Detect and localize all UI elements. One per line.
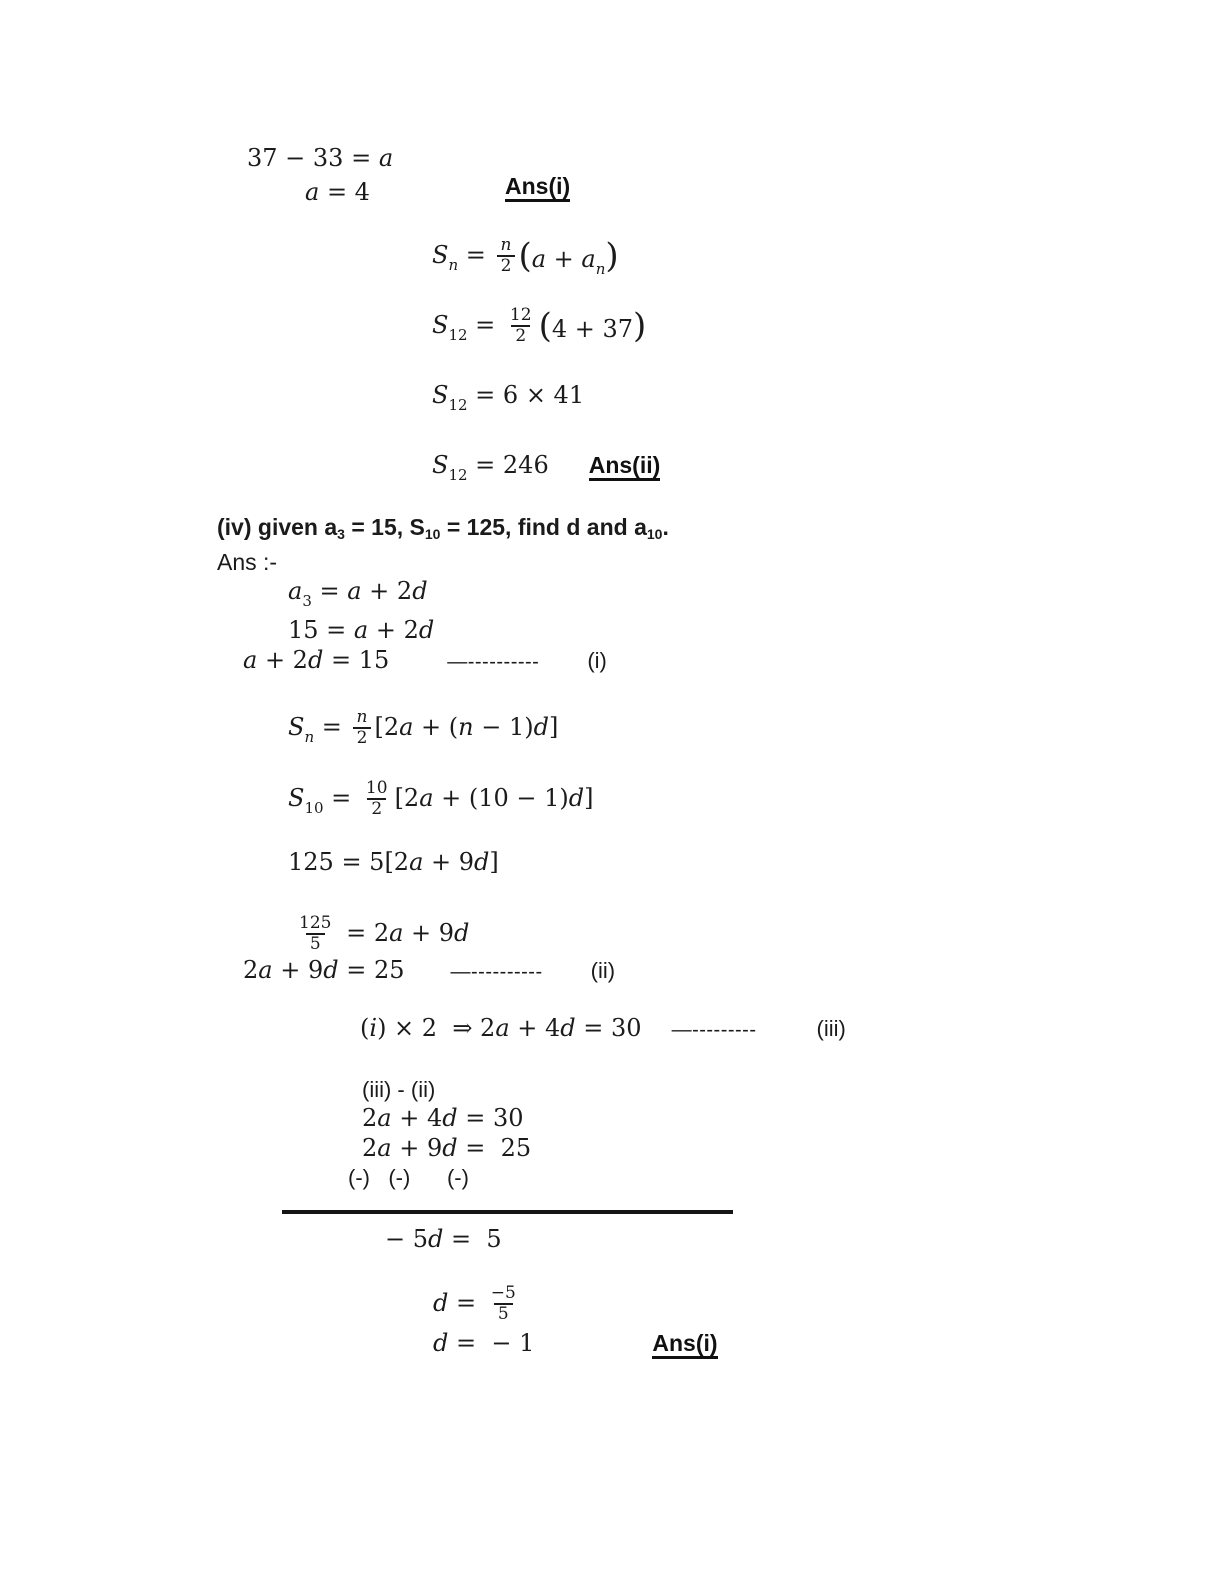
eq-symbol: S <box>432 381 449 409</box>
fraction-n-over-2 <box>353 708 372 748</box>
eq-subscript: 12 <box>448 326 468 345</box>
fraction-minus5-over-5 <box>487 1284 520 1324</box>
ans-i-text: Ans(i) <box>505 174 570 202</box>
eq-lhs <box>432 241 494 275</box>
eq-lhs <box>288 713 350 747</box>
eq-line-d-result <box>433 1330 718 1359</box>
eq-equals: = <box>323 784 359 813</box>
fraction-numerator: n <box>356 706 368 727</box>
subtraction-line-2: 2a + 9d = 25 <box>362 1134 532 1162</box>
eq-equals: = <box>314 713 350 742</box>
dash-leader: —--------- <box>671 1019 757 1041</box>
eq-line-s12-6-times-41 <box>432 381 585 414</box>
eq-body: (i) × 2 ⇒ 2a + 4d = 30 <box>360 1014 642 1042</box>
eq-line-s12-result <box>432 451 661 484</box>
eq-rhs <box>338 920 469 948</box>
fraction-numerator: 12 <box>509 304 532 325</box>
eq-body: = 246 <box>467 451 549 479</box>
eq-rhs <box>538 305 647 346</box>
eq-body: 4 + 37 <box>551 314 634 343</box>
heading-subscript: 10 <box>424 526 441 542</box>
eq-body: = 6 × 41 <box>467 381 585 409</box>
eq-lhs <box>433 1290 484 1318</box>
heading-text: = 125, find d and a <box>440 514 647 540</box>
open-paren: ( <box>538 305 552 346</box>
heading-text: . <box>662 514 669 540</box>
fraction-denominator: 5 <box>494 1303 513 1324</box>
eq-line-a-equals-4: a = 4 <box>305 178 370 206</box>
heading-text: (iv) given a <box>217 514 338 540</box>
fraction-denominator: 5 <box>306 933 325 954</box>
ans-label: Ans :- <box>217 549 278 575</box>
eq-body: [2a + (n − 1)d] <box>374 713 559 742</box>
eq-subscript: 3 <box>302 592 312 610</box>
eq-subscript: n <box>595 259 606 278</box>
dash-leader: —---------- <box>447 651 540 673</box>
minus-signs-row: (-) (-) (-) <box>348 1165 469 1190</box>
fraction-12-over-2 <box>506 306 536 346</box>
eq-line-125-equals: 125 = 5[2a + 9d] <box>288 848 499 876</box>
question-iv-heading <box>217 514 669 541</box>
answer-label-i-final: Ans(i) <box>652 1331 717 1359</box>
heading-subscript: 3 <box>337 526 345 542</box>
eq-body: d = <box>433 1289 484 1318</box>
eq-line-iii <box>360 1015 846 1043</box>
close-paren: ) <box>633 305 647 346</box>
fraction-10-over-2 <box>362 779 392 819</box>
fraction-numerator: 125 <box>299 912 332 933</box>
eq-rhs <box>518 235 619 278</box>
answer-label-ii: Ans(ii) <box>589 453 661 481</box>
eq-symbol: S <box>432 241 449 270</box>
eq-subscript: 12 <box>448 396 468 414</box>
eq-line-s10-substituted <box>288 776 594 822</box>
fraction-denominator: 2 <box>511 325 530 346</box>
eq-lhs <box>288 784 359 818</box>
fraction-denominator: 2 <box>497 255 516 276</box>
close-paren: ) <box>605 235 619 276</box>
eq-subscript: 12 <box>448 466 468 484</box>
eq-body: = a + 2d <box>311 577 428 605</box>
dash-leader: —---------- <box>450 961 543 983</box>
eq-body: a + 2d = 15 <box>243 646 390 674</box>
subtraction-line-1: 2a + 4d = 30 <box>362 1104 524 1132</box>
eq-line-sn-sum-formula <box>432 233 619 279</box>
subtraction-divider-line <box>282 1210 733 1214</box>
fraction-numerator: 10 <box>365 777 388 798</box>
heading-subscript: 10 <box>646 526 663 542</box>
eq-line-i <box>243 647 607 675</box>
eq-line-125-over-5 <box>292 911 469 957</box>
eq-line-sn-general-formula <box>288 705 558 751</box>
eq-lhs <box>432 311 503 345</box>
eq-line-minus-5d: − 5d = 5 <box>385 1225 502 1253</box>
eq-rhs <box>374 714 558 742</box>
eq-line-d-fraction <box>433 1281 523 1327</box>
fraction-125-over-5 <box>295 914 335 954</box>
heading-text: = 15, S <box>344 514 425 540</box>
eq-symbol: S <box>432 311 449 340</box>
eq-body: a + a <box>531 244 596 273</box>
eq-line-a3-definition <box>288 577 428 610</box>
eq-body: = 2a + 9d <box>338 919 470 948</box>
fraction-n-over-2 <box>497 236 516 276</box>
eq-equals: = <box>467 311 503 340</box>
fraction-numerator: −5 <box>490 1282 516 1303</box>
eq-subscript: n <box>304 728 315 747</box>
eq-body: [2a + (10 − 1)d] <box>394 784 594 813</box>
eq-body: 2a + 9d = 25 <box>243 956 405 984</box>
eq-ref-i: (i) <box>587 648 607 673</box>
eq-equals: = <box>458 241 494 270</box>
eq-line-ii <box>243 957 615 985</box>
fraction-denominator: 2 <box>353 727 372 748</box>
eq-subscript: 10 <box>304 799 324 818</box>
eq-ref-iii: (iii) <box>816 1016 846 1041</box>
eq-subscript: n <box>448 256 459 275</box>
fraction-denominator: 2 <box>367 798 386 819</box>
eq-ref-ii: (ii) <box>590 958 616 983</box>
eq-rhs <box>395 785 594 813</box>
eq-line-15-equals: 15 = a + 2d <box>288 616 435 644</box>
eq-symbol: S <box>432 451 449 479</box>
open-paren: ( <box>518 235 532 276</box>
eq-body: d = − 1 <box>433 1329 535 1357</box>
eq-symbol: S <box>288 713 305 742</box>
subtraction-label: (iii) - (ii) <box>362 1077 436 1102</box>
answer-label-i-top <box>505 174 570 202</box>
eq-symbol: a <box>288 577 303 605</box>
fraction-numerator: n <box>500 234 512 255</box>
eq-line-s12-substituted <box>432 303 646 349</box>
eq-line-37-minus-33: 37 − 33 = a <box>247 144 394 172</box>
eq-symbol: S <box>288 784 305 813</box>
